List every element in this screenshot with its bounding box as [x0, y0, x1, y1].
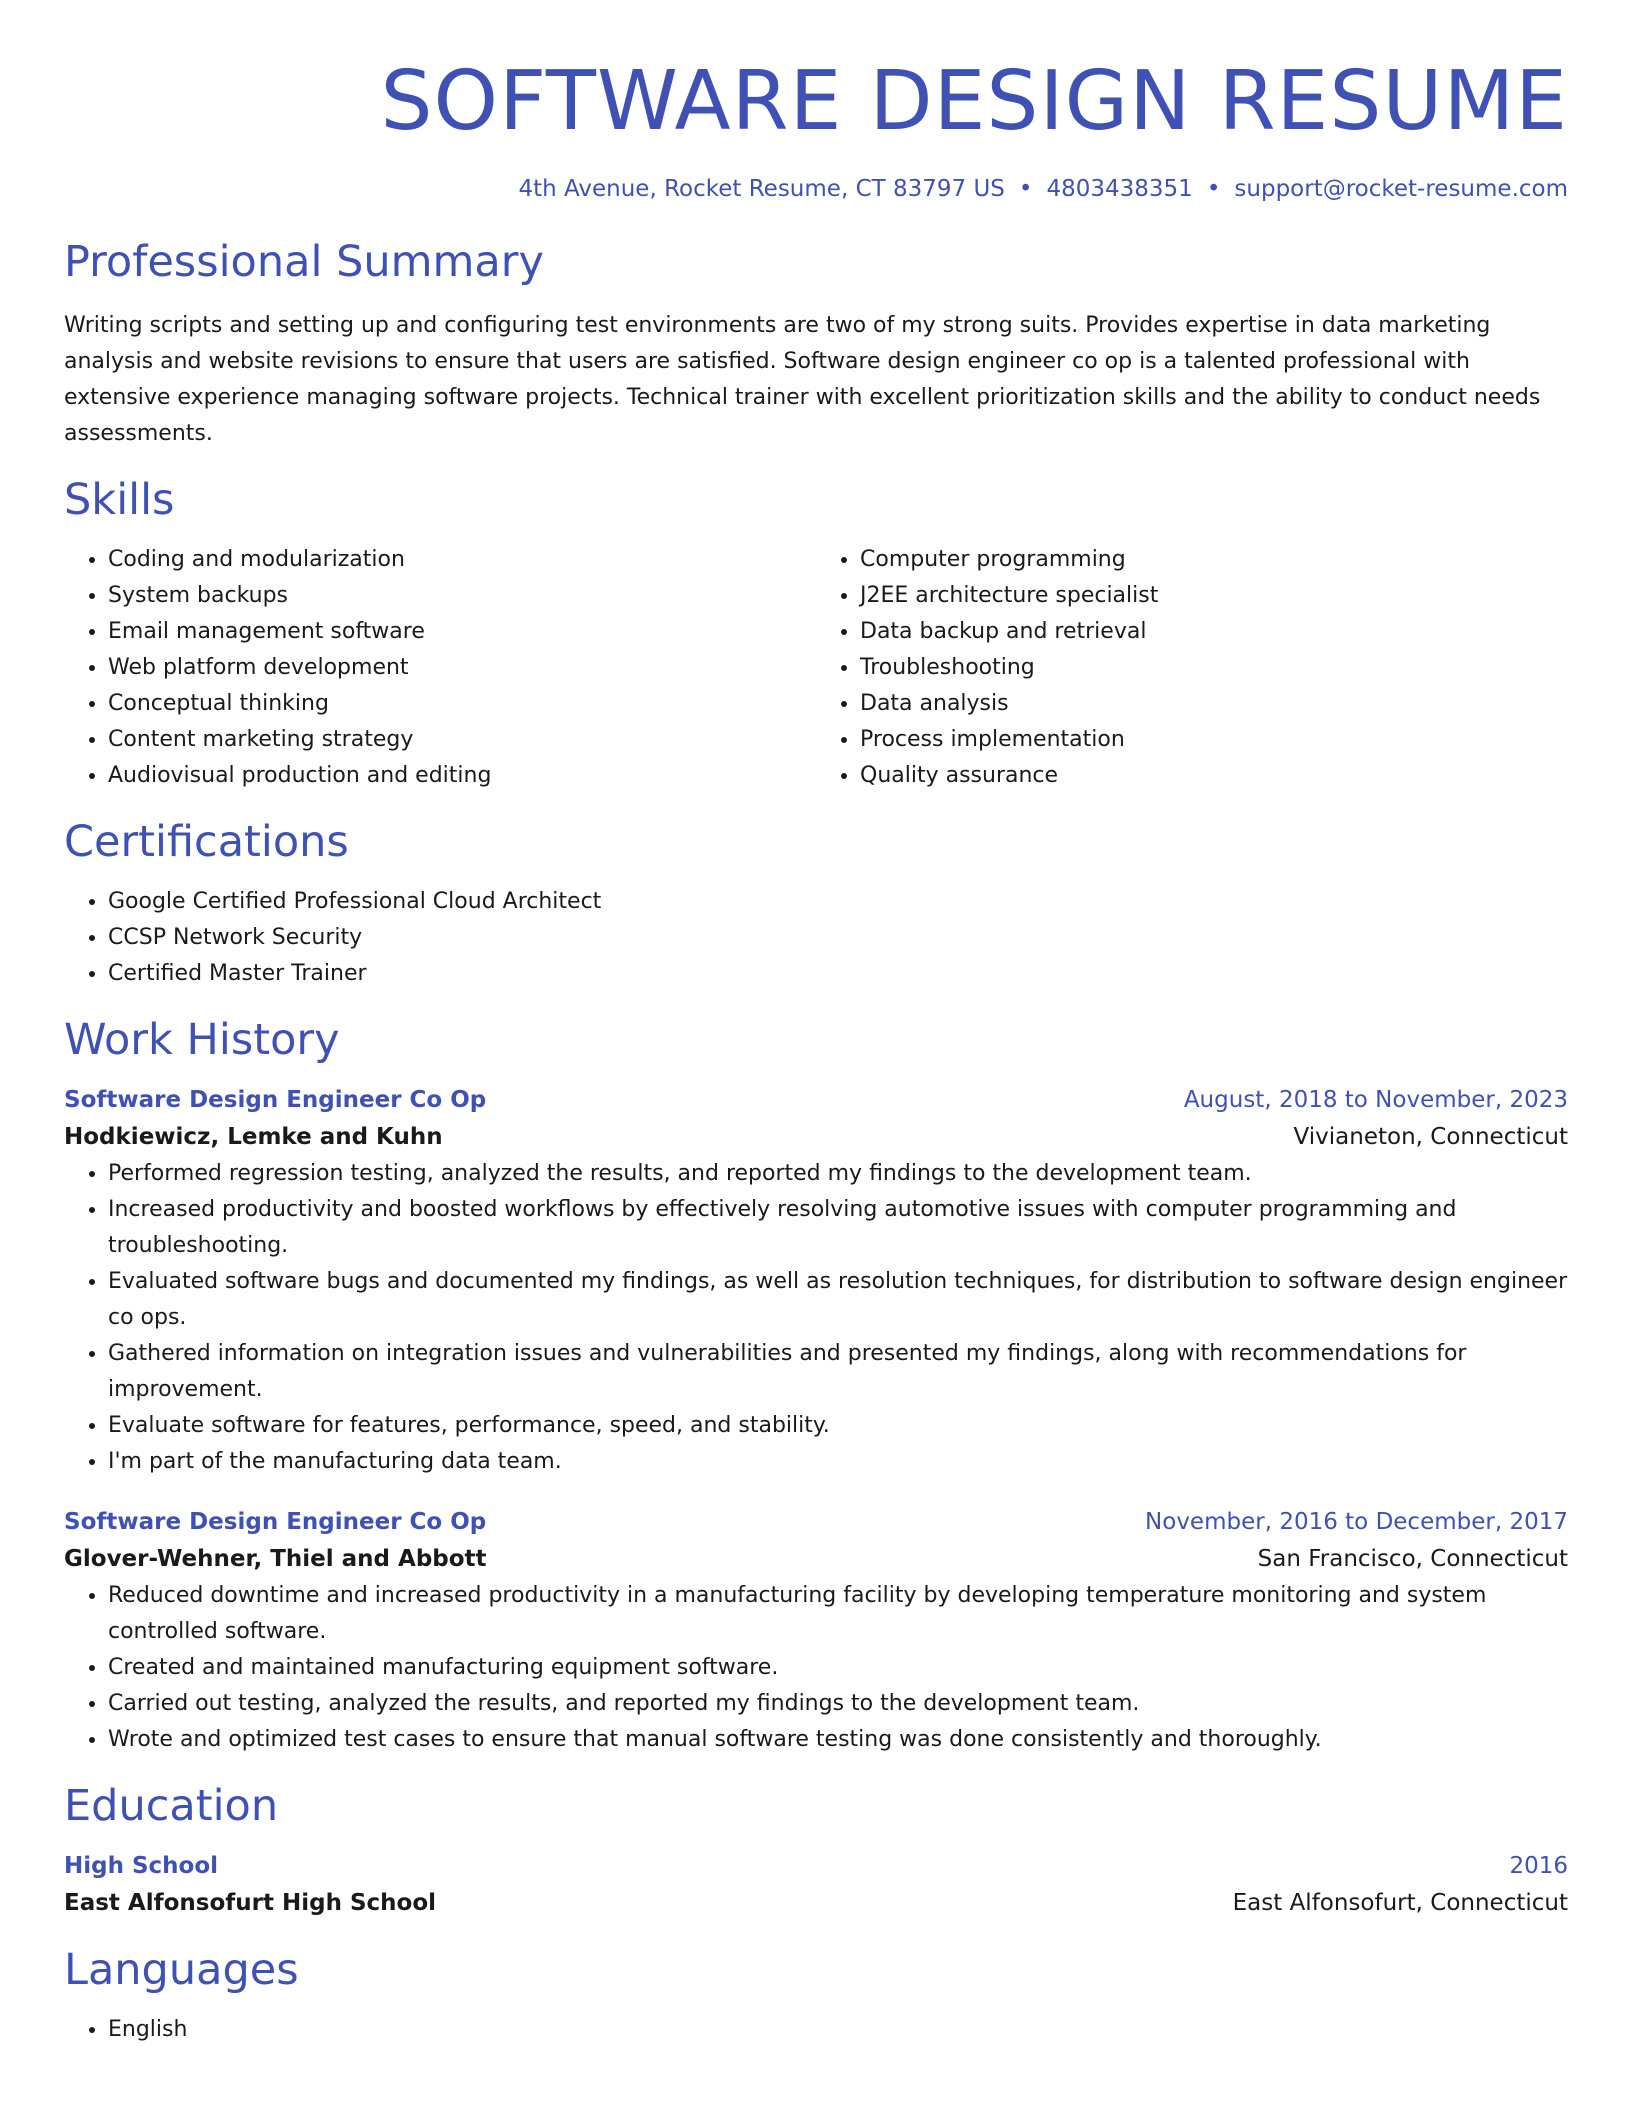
- skill-item: • Email management software: [108, 614, 816, 650]
- education-subheader: [64, 1884, 1568, 1922]
- job-location: Vivianeton, Connecticut: [1293, 1124, 1568, 1150]
- skill-item: • Content marketing strategy: [108, 722, 816, 758]
- job-bullets: [64, 1156, 1568, 1480]
- certifications-section: [64, 814, 1568, 992]
- contact-address: 4th Avenue, Rocket Resume, CT 83797 US: [518, 176, 1005, 202]
- job-header: [64, 1082, 1568, 1118]
- skills-list-right: [816, 542, 1568, 794]
- skill-item: • System backups: [108, 578, 816, 614]
- education-degree: High School: [64, 1853, 219, 1879]
- summary-heading: Professional Summary: [64, 237, 544, 287]
- languages-section: [64, 1942, 1568, 2048]
- job-location: San Francisco, Connecticut: [1257, 1546, 1568, 1572]
- job-entry: [64, 1082, 1568, 1480]
- skills-heading: Skills: [64, 475, 175, 525]
- job-subheader: [64, 1118, 1568, 1156]
- job-company: Hodkiewicz, Lemke and Kuhn: [64, 1124, 443, 1150]
- job-bullet: • Carried out testing, analyzed the results, and reported my findings to the development team.: [108, 1686, 1568, 1722]
- skills-section: [64, 472, 1568, 794]
- contact-line: [64, 174, 1568, 204]
- education-location: East Alfonsofurt, Connecticut: [1232, 1890, 1568, 1916]
- education-header: [64, 1848, 1568, 1884]
- job-bullet: • Evaluated software bugs and documented my findings, as well as resolution techniques, for distribution to software design engineer co ops.: [108, 1264, 1568, 1336]
- summary-section: [64, 234, 1568, 452]
- language-item: • English: [108, 2012, 1568, 2048]
- certifications-list: [64, 884, 1568, 992]
- certification-item: • Certified Master Trainer: [108, 956, 1568, 992]
- skill-item: • Web platform development: [108, 650, 816, 686]
- job-entry: [64, 1504, 1568, 1758]
- education-school: East Alfonsofurt High School: [64, 1890, 437, 1916]
- contact-phone: 4803438351: [1046, 176, 1193, 202]
- skill-item: • J2EE architecture specialist: [860, 578, 1568, 614]
- work-history-section: [64, 1012, 1568, 1758]
- languages-heading: Languages: [64, 1945, 299, 1995]
- skill-item: • Process implementation: [860, 722, 1568, 758]
- skill-item: • Computer programming: [860, 542, 1568, 578]
- work-history-heading: Work History: [64, 1015, 340, 1065]
- education-heading: Education: [64, 1781, 279, 1831]
- skill-item: • Conceptual thinking: [108, 686, 816, 722]
- skills-list-left: [64, 542, 816, 794]
- certifications-heading: Certifications: [64, 817, 349, 867]
- job-bullet: • Reduced downtime and increased productivity in a manufacturing facility by developing temperature monitoring and system controlled software.: [108, 1578, 1568, 1650]
- job-bullet: • I'm part of the manufacturing data team.: [108, 1444, 1568, 1480]
- job-subheader: [64, 1540, 1568, 1578]
- job-header: [64, 1504, 1568, 1540]
- job-bullet: • Performed regression testing, analyzed the results, and reported my findings to the development team.: [108, 1156, 1568, 1192]
- skills-grid: [64, 542, 1568, 794]
- skill-item: • Quality assurance: [860, 758, 1568, 794]
- certification-item: • Google Certified Professional Cloud Architect: [108, 884, 1568, 920]
- skill-item: • Coding and modularization: [108, 542, 816, 578]
- job-bullets: [64, 1578, 1568, 1758]
- education-section: [64, 1778, 1568, 1922]
- skill-item: • Data analysis: [860, 686, 1568, 722]
- job-title: Software Design Engineer Co Op: [64, 1509, 487, 1535]
- job-bullet: • Evaluate software for features, performance, speed, and stability.: [108, 1408, 1568, 1444]
- job-dates: August, 2018 to November, 2023: [1183, 1087, 1568, 1113]
- resume-title: SOFTWARE DESIGN RESUME: [380, 54, 1568, 149]
- contact-separator: •: [1206, 176, 1221, 202]
- certification-item: • CCSP Network Security: [108, 920, 1568, 956]
- contact-separator: •: [1018, 176, 1033, 202]
- job-company: Glover-Wehner, Thiel and Abbott: [64, 1546, 487, 1572]
- skill-item: • Troubleshooting: [860, 650, 1568, 686]
- education-entry: [64, 1848, 1568, 1922]
- education-year: 2016: [1509, 1853, 1568, 1879]
- job-title: Software Design Engineer Co Op: [64, 1087, 487, 1113]
- skill-item: • Data backup and retrieval: [860, 614, 1568, 650]
- job-bullet: • Created and maintained manufacturing equipment software.: [108, 1650, 1568, 1686]
- job-bullet: • Gathered information on integration issues and vulnerabilities and presented my findings, along with recommendations for improvement.: [108, 1336, 1568, 1408]
- summary-text: Writing scripts and setting up and configuring test environments are two of my strong suits. Provides expertise in data marketing analysis and website revisions to ensure that users are satisfied. Software design engineer co op is a talented professional with extensive experience managing software projects. Technical trainer with excellent prioritization skills and the ability to conduct needs assessments.: [64, 313, 1541, 446]
- job-dates: November, 2016 to December, 2017: [1145, 1509, 1568, 1535]
- skill-item: • Audiovisual production and editing: [108, 758, 816, 794]
- contact-email: support@rocket-resume.com: [1234, 176, 1568, 202]
- languages-list: [64, 2012, 1568, 2048]
- job-bullet: • Increased productivity and boosted workflows by effectively resolving automotive issues with computer programming and troubleshooting.: [108, 1192, 1568, 1264]
- job-bullet: • Wrote and optimized test cases to ensure that manual software testing was done consistently and thoroughly.: [108, 1722, 1568, 1758]
